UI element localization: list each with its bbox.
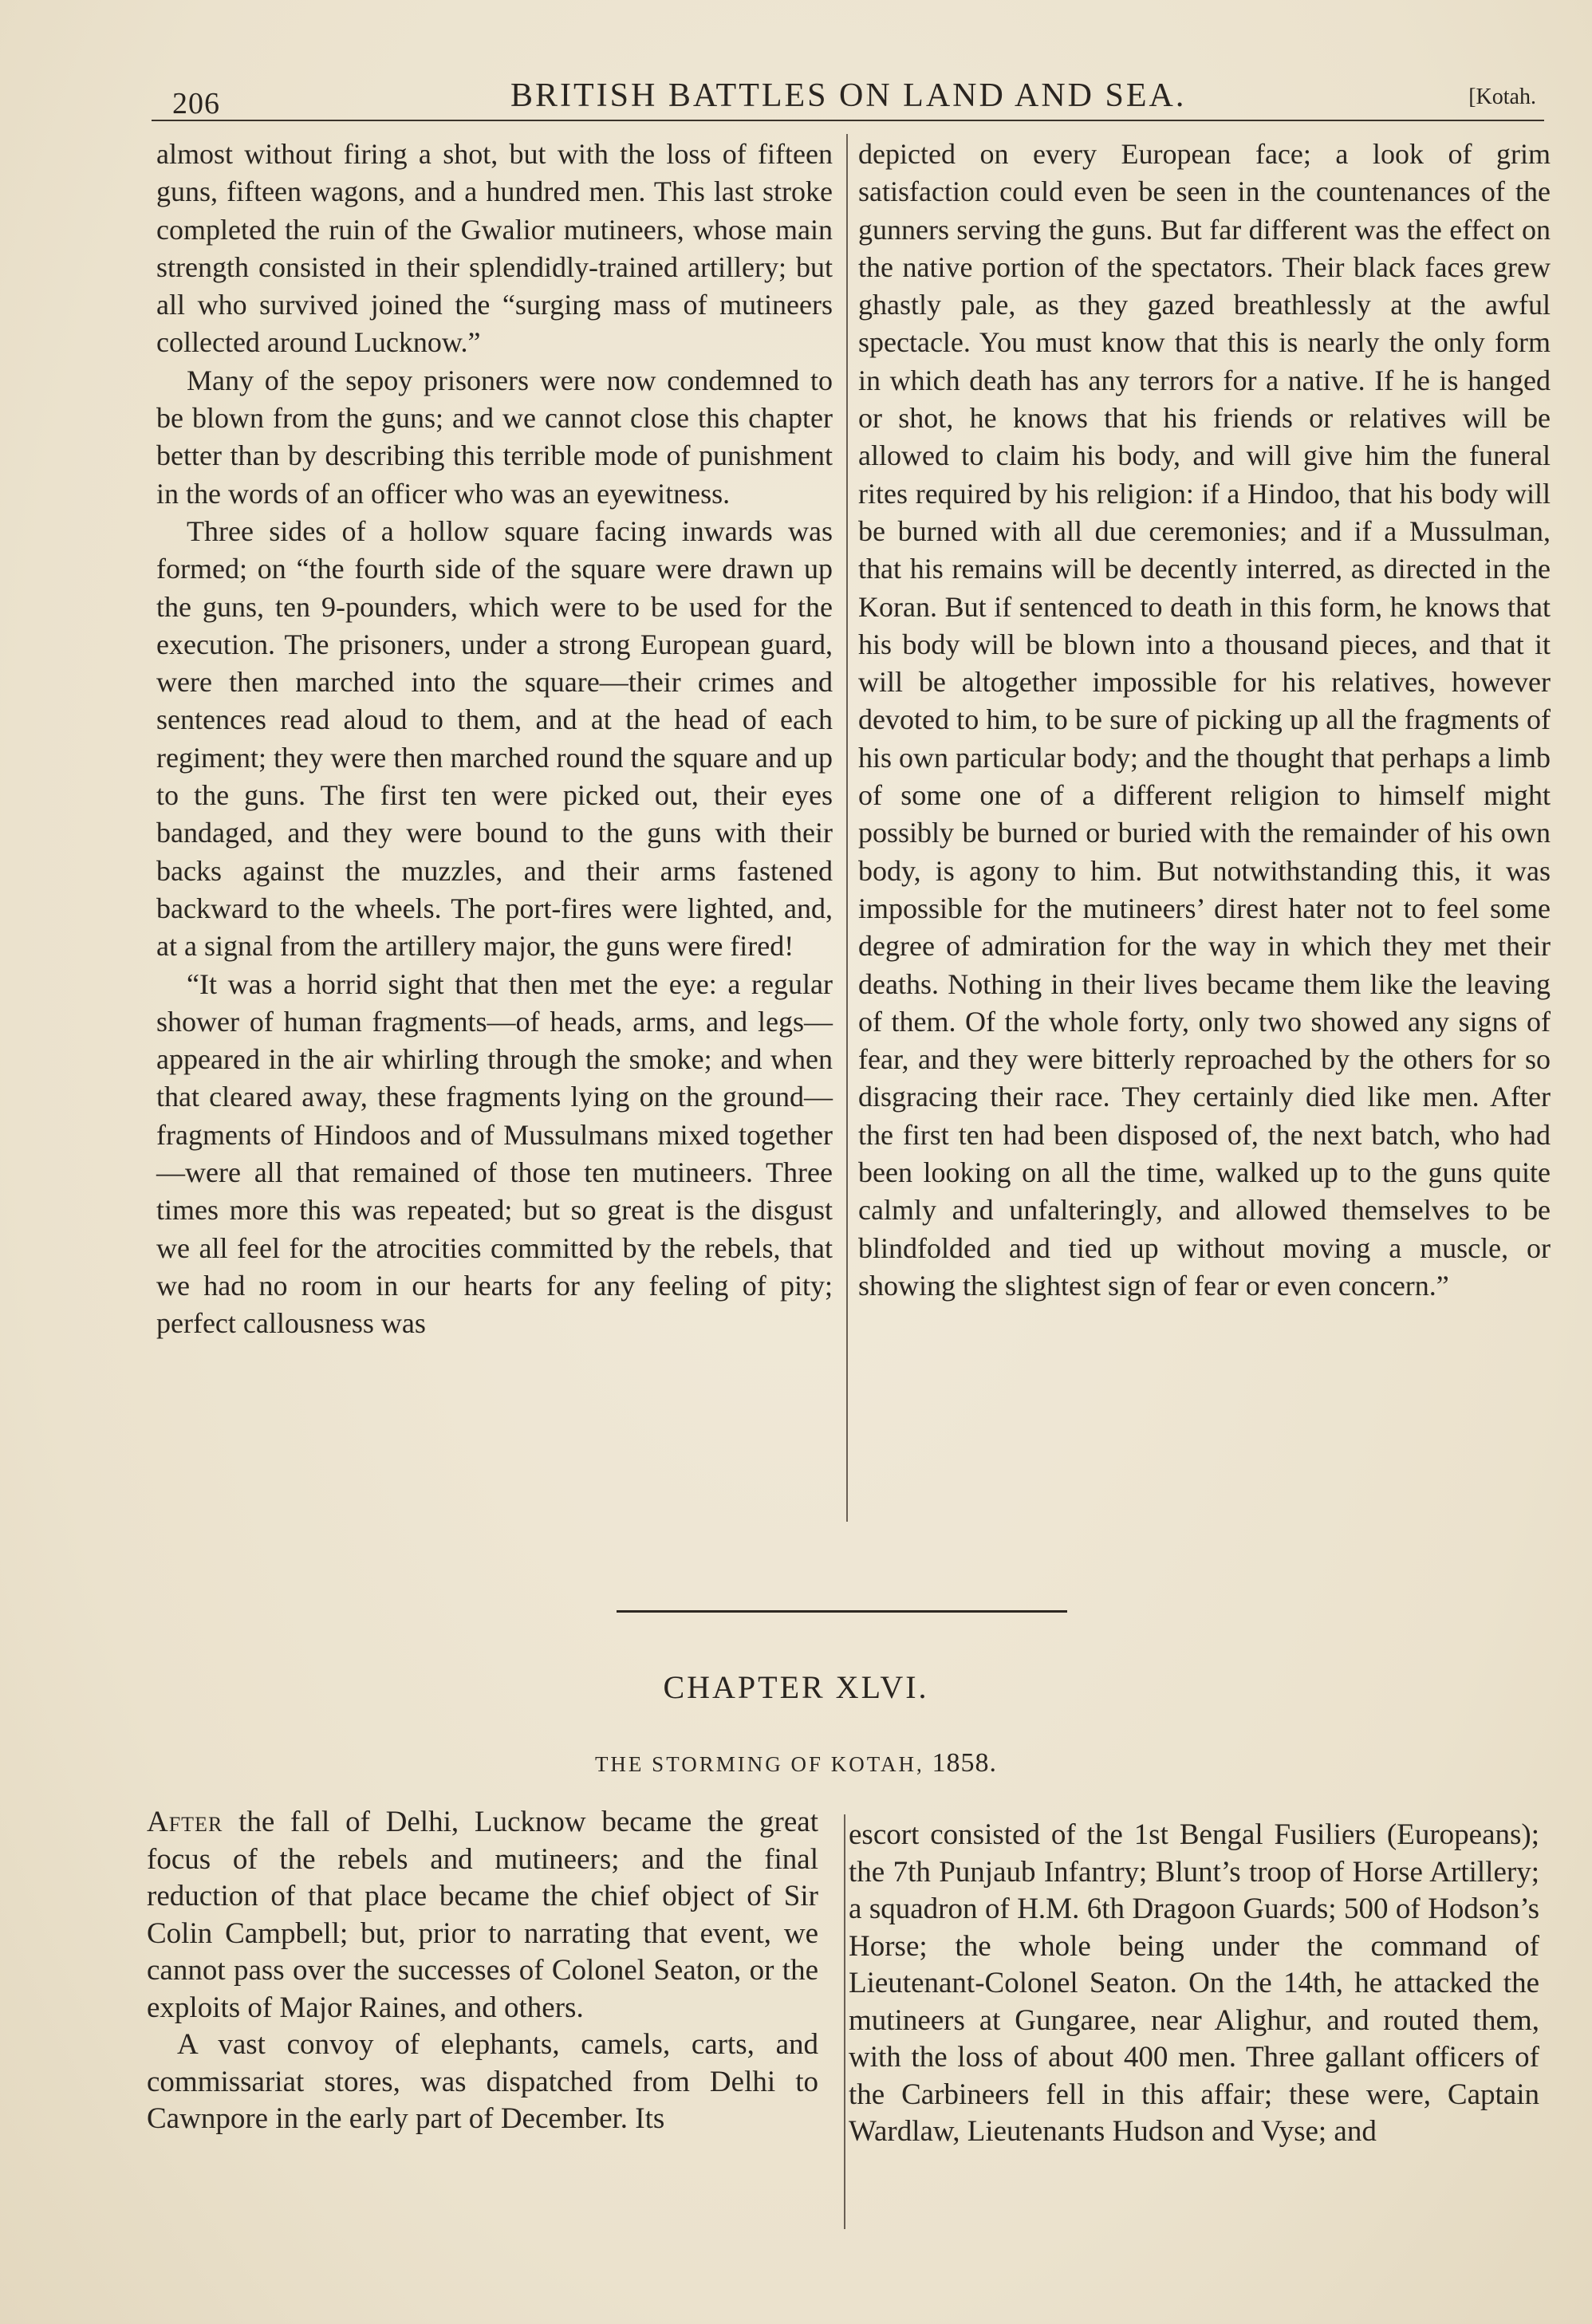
bottom-left-column xyxy=(147,1804,818,2138)
paragraph: depicted on every European face; a look of grim satisfaction could even be seen in the countenances of the gunners serving the guns. But far different was the effect on the native portion of the spectators. Their black faces grew ghastly pale, as they gazed breathlessly at the awful spectacle. You must know that this is nearly the only form in which death has any terrors for a native. If he is hanged or shot, he knows that his friends or relatives will be allowed to claim his body, and will give him the funeral rites required by his religion: if a Hindoo, that his body will be burned with all due ceremonies; and if a Mussulman, that his remains will be decently interred, as directed in the Koran. But if sentenced to death in this form, he knows that his body will be blown into a thousand pieces, and that it will be altogether impossible for his relatives, however devoted to him, to be sure of picking up all the fragments of his own particular body; and the thought that perhaps a limb of some one of a different religion to himself might possibly be burned or buried with the remainder of his own body, is agony to him. But notwithstanding this, it was impossible for the mutineers’ direst hater not to feel some degree of admiration for the way in which they met their deaths. Nothing in their lives became them like the leaving of them. Of the whole forty, only two showed any signs of fear, and they were bitterly reproached by the others for so disgracing their race. They certainly died like men. After the first ten had been disposed of, the next batch, who had been looking on all the time, walked up to the guns quite calmly and unfalteringly, and allowed themselves to be blindfolded and tied up without moving a muscle, or showing the slightest sign of fear or even concern.” xyxy=(858,138,1551,1302)
paragraph: Three sides of a hollow square facing inwards was formed; on “the fourth side of the square were drawn up the guns, ten 9-pounders, which were to be used for the execution. The prisoners, under a strong European guard, were then marched into the square—their crimes and sentences read aloud to them, and at the head of each regiment; they were then marched round the square and up to the guns. The first ten were picked out, their eyes bandaged, and they were bound to the guns with their backs against the muzzles, and their arms fastened backward to the wheels. The port-fires were lighted, and, at a signal from the artillery major, the guns were fired! xyxy=(156,514,833,963)
paragraph: escort consisted of the 1st Bengal Fusiliers (Europeans); the 7th Punjaub Infantry; Blunt’s troop of Horse Artillery; a squadron of H.M. 6th Dragoon Guards; 500 of Hodson’s Horse; the whole being under the command of Lieutenant-Colonel Seaton. On the 14th, he attacked the mutineers at Gungaree, near Alighur, and routed them, with the loss of about 400 men. Three gallant officers of the Carbineers fell in this affair; these were, Captain Wardlaw, Lieutenants Hudson and Vyse; and xyxy=(849,1818,1539,2148)
running-tag: [Kotah. xyxy=(1468,85,1536,109)
paragraph: A vast convoy of elephants, camels, carts, and commissariat stores, was dispatched from Delhi to Cawnpore in the early part of December. Its xyxy=(147,2028,818,2135)
paragraph: Many of the sepoy prisoners were now condemned to be blown from the guns; and we cannot close this chapter better than by describing this terrible mode of punishment in the words of an officer who was an eyewitness. xyxy=(156,364,833,510)
paragraph xyxy=(147,1804,818,2027)
paragraph: almost without firing a shot, but with the loss of fifteen guns, fifteen wagons, and a hundred men. This last stroke completed the ruin of the Gwalior mutineers, whose main strength consisted in their splendidly-trained artillery; but all who survived joined the “surging mass of mutineers collected around Lucknow.” xyxy=(156,138,833,359)
page-number: 206 xyxy=(172,87,220,120)
chapter-subtitle xyxy=(0,1748,1592,1778)
chapter-subtitle-text: THE STORMING OF KOTAH, xyxy=(594,1752,924,1776)
column-divider xyxy=(844,1814,845,2229)
paragraph: “It was a horrid sight that then met the eye: a regular shower of human fragments—of heads, arms, and legs—appeared in the air whirling through the smoke; and when that cleared away, these fragments lying on the ground—fragments of Hindoos and of Mussulmans mixed together—were all that remained of those ten mutineers. Three times more this was repeated; but so great is the disgust we all feel for the atrocities committed by the rebels, that we had no room in our hearts for any feeling of pity; perfect callousness was xyxy=(156,967,833,1340)
running-title: BRITISH BATTLES ON LAND AND SEA. xyxy=(510,77,1187,114)
section-rule xyxy=(617,1610,1067,1613)
top-left-column xyxy=(156,136,833,1343)
chapter-title: CHAPTER XLVI. xyxy=(663,1669,929,1705)
top-right-column xyxy=(858,136,1551,1305)
column-divider xyxy=(846,134,848,1522)
running-header xyxy=(152,70,1544,118)
paragraph-text: the fall of Delhi, Lucknow became the great focus of the rebels and mutineers; and the final reduction of that place became the chief object of Sir Colin Campbell; but, prior to narrating that event, we cannot pass over the successes of Colonel Seaton, or the exploits of Major Raines, and others. xyxy=(147,1806,819,2024)
chapter-year: 1858. xyxy=(932,1748,998,1778)
header-rule xyxy=(152,120,1544,121)
opening-word: After xyxy=(147,1806,223,1838)
bottom-right-column xyxy=(849,1817,1539,2151)
